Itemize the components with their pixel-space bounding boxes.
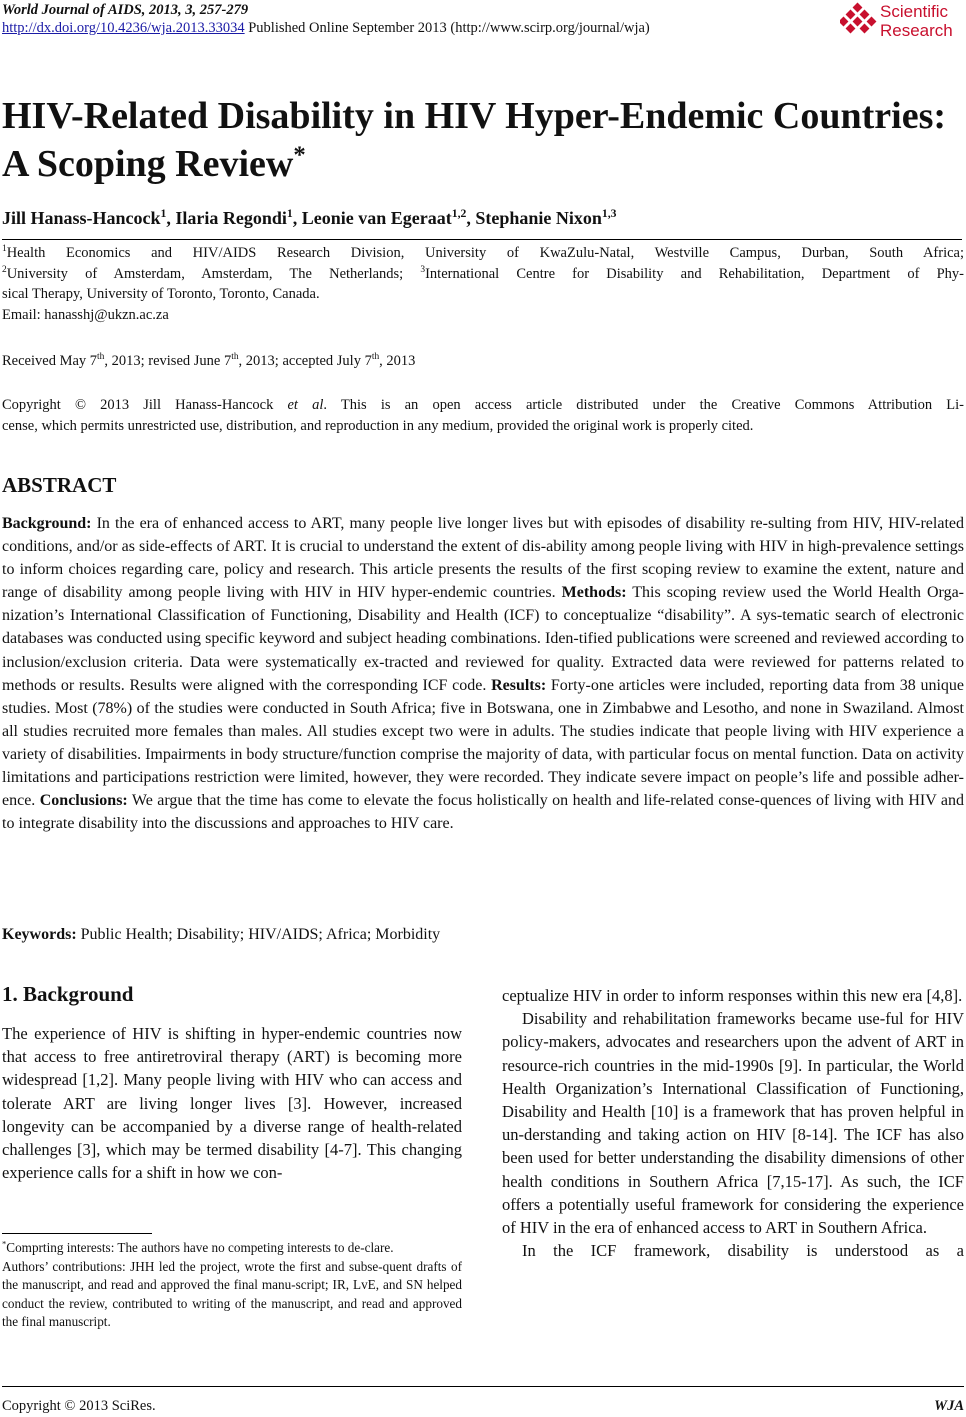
author-name: Leonie van Egeraat <box>301 208 452 228</box>
footer-journal-abbr: WJA <box>934 1398 964 1414</box>
author-divider <box>2 239 962 240</box>
paragraph: In the ICF framework, disability is understood as a <box>522 1241 964 1261</box>
doi-link[interactable]: http://dx.doi.org/10.4236/wja.2013.33034 <box>2 20 245 36</box>
author-email: Email: hanasshj@ukzn.ac.za <box>2 306 169 323</box>
publisher-logo-text: Scientific Research <box>880 2 953 40</box>
article-title: HIV-Related Disability in HIV Hyper-Endemic Countries: A Scoping Review* <box>2 95 947 185</box>
footnote-divider <box>2 1233 152 1234</box>
journal-citation: World Journal of AIDS, 2013, 3, 257-279 <box>2 2 249 18</box>
published-info: Published Online September 2013 (http://www.scirp.org/journal/wja) <box>244 20 650 36</box>
publisher-logo <box>840 2 962 42</box>
author-name: Ilaria Regondi <box>175 208 287 228</box>
author-name: Jill Hanass-Hancock <box>2 208 161 228</box>
publisher-logo-mark-icon <box>840 2 878 40</box>
footer-copyright: Copyright © 2013 SciRes. <box>2 1398 156 1414</box>
affiliations: $^1$Health Economics and HIV/AIDS Research Division, University of KwaZulu-Natal, Westville Campus, Durban, South Africa; $^2$University of Amsterdam, Amsterdam, The Netherlands; $^3$International Centre for Disability and Rehabilitation, Department of Phy- sical Therapy, University of Toronto, Toronto, Canada. Email: hanasshj@ukzn.ac.za <box>2 243 964 325</box>
abstract-heading: ABSTRACT <box>2 473 117 497</box>
right-column <box>502 984 964 1262</box>
author-list: Jill Hanass-Hancock$^1$, Ilaria Regondi$^1$, Leonie van Egeraat$^{1,2}$, Stephanie Nixon$^{1,3}$ <box>2 207 617 228</box>
keywords: Keywords: Public Health; Disability; HIV/AIDS; Africa; Morbidity <box>2 926 441 943</box>
copyright-notice: Copyright © 2013 Jill Hanass-Hancock et al. This is an open access article distributed under the Creative Commons Attribution Li- cense, which permits unrestricted use, distribution, and reproduction in any medium, provided the original work is properly cited. <box>2 397 964 434</box>
footnotes: *Comprting interests: The authors have no competing interests to de-clare. Authors’ contributions: JHH led the project, wrote the first and subse-quent drafts of the manuscript, and read and approved the final manu-script; IR, LvE, and SN helped conduct the review, contributed to writing of the manuscript, and read and approved the final manuscript. <box>2 1238 462 1329</box>
footer-divider <box>2 1386 964 1387</box>
received-dates: Received May 7th, 2013; revised June 7th, 2013; accepted July 7th, 2013 <box>2 352 416 369</box>
journal-header <box>2 1 962 37</box>
page-footer <box>2 1398 964 1415</box>
section-heading: 1. Background <box>2 982 134 1006</box>
paragraph: ceptualize HIV in order to inform responses within this new era [4,8]. <box>502 986 963 1005</box>
paragraph: Disability and rehabilitation frameworks became use-ful for HIV policy-makers, advocates and researchers upon the advent of ART in resource-rich countries in the mid-1990s [9]. In particular, the World Health Organization’s International Classification of Functioning, Disability and Health [10] is a framework that has proven helpful in un-derstanding and taking action on HIV [8-14]. The ICF has also been used for better understanding the disability dimensions of other health conditions in Southern Africa [7,15-17]. As such, the ICF offers a potentially useful framework for considering the experience of HIV in the era of enhanced access to ART in Southern Africa. <box>502 1009 964 1238</box>
author-name: Stephanie Nixon <box>475 208 602 228</box>
abstract-body: Background: In the era of enhanced access to ART, many people live longer lives but with episodes of disability re-sulting from HIV, HIV-related conditions, and/or as side-effects of ART. It is crucial to understand the extent of dis-ability among people living with HIV in high-prevalence settings to inform choices regarding care, policy and research. This article presents the results of the first scoping review to examine the extent, nature and range of disability among people living with HIV in HIV hyper-endemic countries. Methods: This scoping review used the World Health Orga-nization’s International Classification of Functioning, Disability and Health (ICF) to conceptualize “disability”. A sys-tematic search of electronic databases was conducted using specific keyword and subject heading combinations. Iden-tified publications were screened and reviewed according to inclusion/exclusion criteria. Data were systematically ex-tracted and reviewed for quality. Extracted data were reviewed for patterns related to methods or results. Results were aligned with the corresponding ICF code. Results: Forty-one articles were included, reporting data from 38 unique studies. Most (78%) of the studies were conducted in South Africa; five in Botswana, one in Zimbabwe and Lesotho, and none in Swaziland. Almost all studies recruited more females than males. All studies except two were in adults. The studies indicate that people living with HIV experience a variety of disabilities. Impairments in body structure/function comprise the majority of data, with particular focus on mental function. Data on activity limitations and participations restriction were limited, however, they were recorded. They indicate severe impact on people’s life and possible adher-ence. Conclusions: We argue that the time has come to elevate the focus holistically on health and life-related conse-quences of living with HIV and to integrate disability into the discussions and approaches to HIV care. <box>2 515 964 833</box>
background-paragraph: The experience of HIV is shifting in hyper-endemic countries now that access to free antiretroviral therapy (ART) is becoming more widespread [1,2]. Many people living with HIV who can access and tolerate ART are living longer lives [3]. However, increased longevity can be accompanied by a diverse range of health-related challenges [3], which may be termed disability [4-7]. This changing experience calls for a shift in how we con- <box>2 1024 462 1183</box>
